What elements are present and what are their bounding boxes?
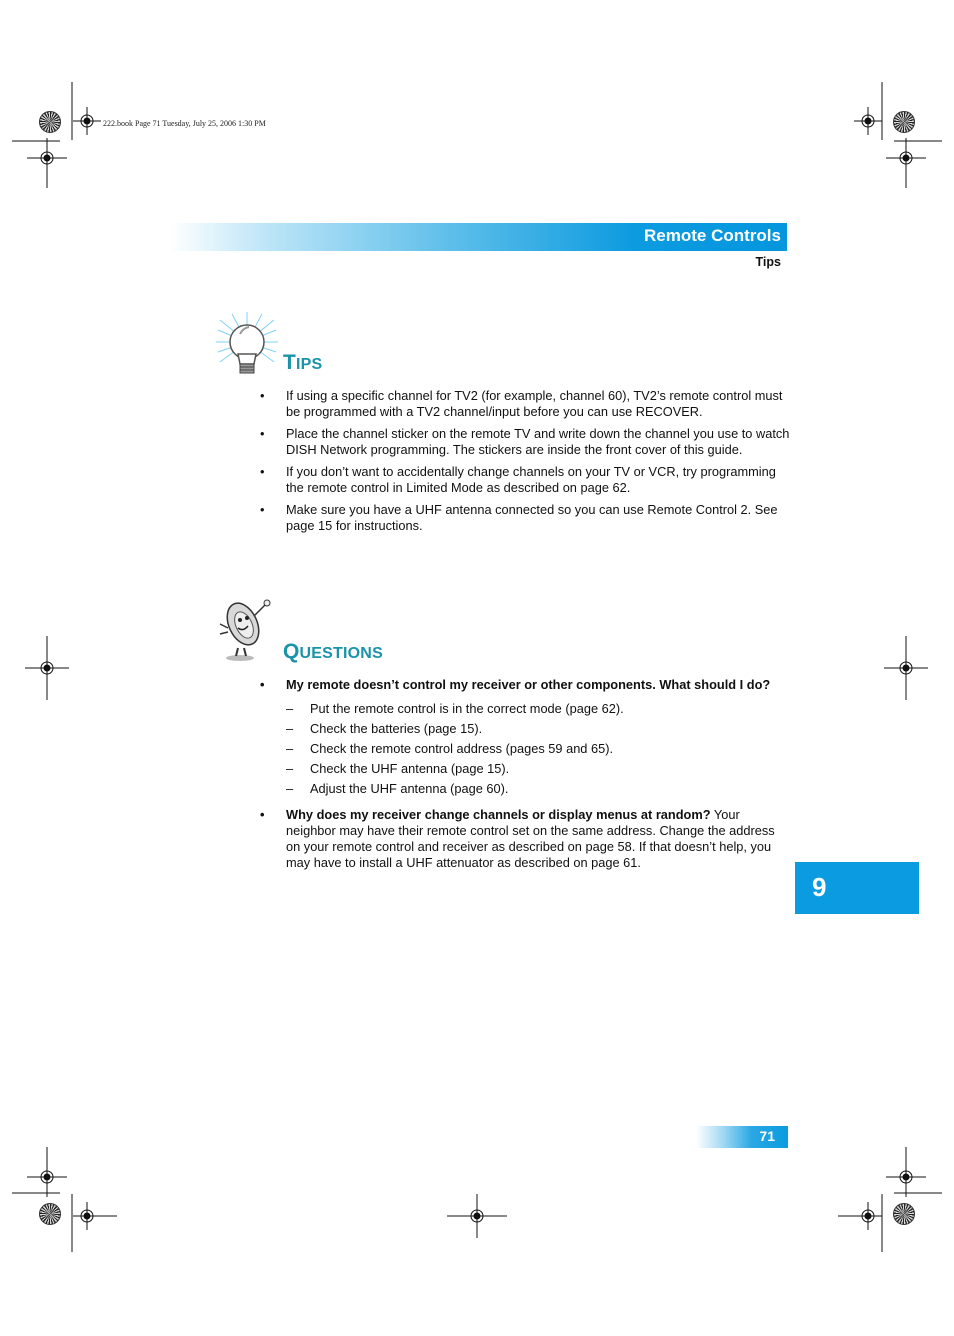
page-number-bar <box>696 1126 788 1148</box>
list-item: – Put the remote control is in the correct mode (page 62). <box>286 701 624 716</box>
chapter-number: 9 <box>812 872 827 902</box>
page-title: Remote Controls <box>644 226 781 245</box>
list-item: • Make sure you have a UHF antenna connected so you can use Remote Control 2. See page 15 for instructions. <box>260 502 778 533</box>
list-item: – Check the remote control address (pages 59 and 65). <box>286 741 614 756</box>
list-item: • If using a specific channel for TV2 (for example, channel 60), TV2’s remote control must be programmed with a TV2 channel/input before you can use RECOVER. <box>260 388 783 419</box>
questions-list <box>260 677 790 871</box>
page-number: 71 <box>759 1128 775 1144</box>
satellite-dish-mascot-icon <box>216 598 274 662</box>
list-item: – Adjust the UHF antenna (page 60). <box>286 781 509 796</box>
list-item: • My remote doesn’t control my receiver or other components. What should I do? <box>260 677 771 692</box>
crosshair-targets <box>25 107 928 1238</box>
answer-list <box>260 701 790 797</box>
question-text: Why does my receiver change channels or display menus at random? <box>286 807 711 822</box>
page-subtitle: Tips <box>755 255 781 269</box>
list-item: • Place the channel sticker on the remote TV and write down the channel you use to watch DISH Network programming. The stickers are inside the front cover of this guide. <box>260 426 790 457</box>
list-item: – Check the UHF antenna (page 15). <box>286 761 510 776</box>
list-item: • Why does my receiver change channels or display menus at random? Your neighbor may have their remote control set on the same address. Change the address on your remote control and receiver as described on page 58. If that doesn’t help, you may have to install a UHF attenuator as described on page 61. <box>260 807 775 870</box>
lightbulb-icon <box>216 312 278 376</box>
header-bar <box>170 223 787 251</box>
questions-heading: QUESTIONS <box>283 640 383 663</box>
chapter-tab <box>795 862 919 914</box>
list-item: – Check the batteries (page 15). <box>286 721 483 736</box>
tips-heading: TIPS <box>283 351 323 374</box>
print-slug: 222.book Page 71 Tuesday, July 25, 2006 1:30 PM <box>103 119 266 128</box>
answer-text: Your neighbor may have their remote control set on the same address. Change the address on your remote control and receiver as described on page 58. If that doesn’t help, you may have to install a UHF attenuator as described on page 61. <box>286 807 775 870</box>
question-text: My remote doesn’t control my receiver or other components. What should I do? <box>286 677 771 692</box>
tips-list <box>260 388 790 534</box>
list-item: • If you don’t want to accidentally change channels on your TV or VCR, try programming the remote control in Limited Mode as described on page 62. <box>260 464 776 495</box>
